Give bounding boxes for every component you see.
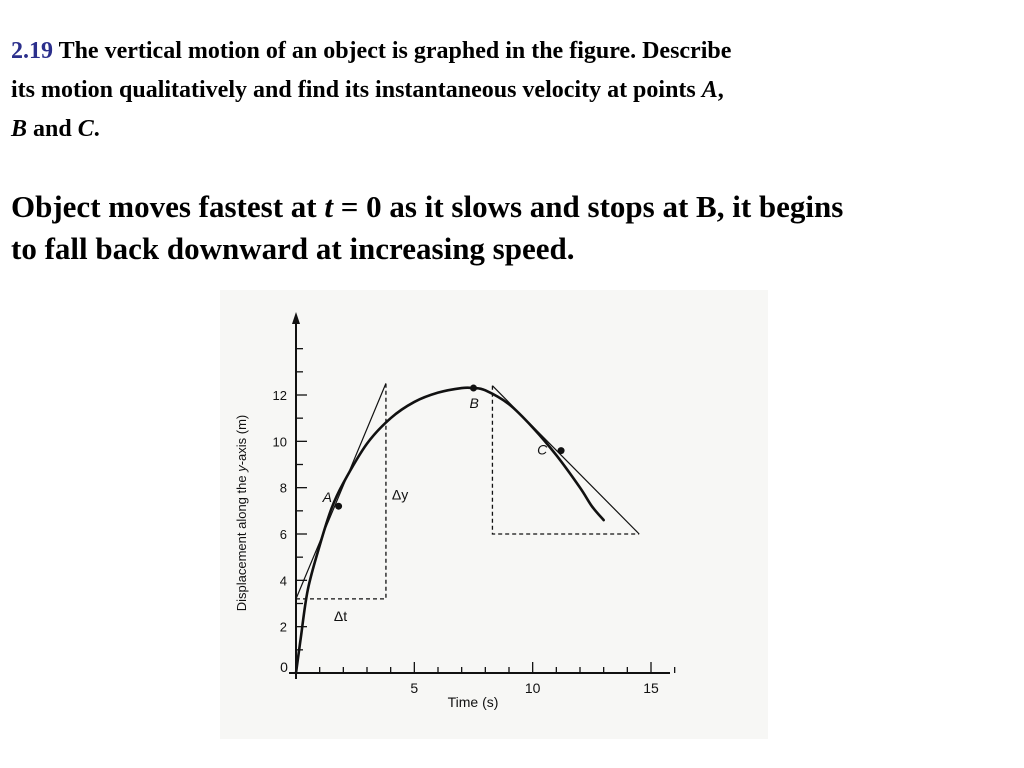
y-tick-label: 2 [279, 619, 287, 635]
problem-point-b: B [11, 116, 28, 142]
answer-line-1 [11, 186, 1016, 228]
x-axis-title: Time (s) [447, 694, 499, 710]
delta-t-label: Δt [333, 607, 348, 624]
x-tick-label: 10 [524, 680, 541, 696]
chart-labels [322, 385, 565, 624]
point-b-marker [470, 385, 477, 392]
x-tick-label: 0 [280, 659, 288, 675]
y-axis-arrow-icon [292, 312, 300, 324]
chart-curves [296, 383, 639, 673]
tangent-line-a [296, 383, 386, 598]
problem-point-c: C [77, 116, 94, 142]
answer-text [11, 186, 1016, 270]
y-tick-label: 12 [272, 388, 287, 403]
point-c-marker [558, 447, 565, 454]
y-axis-title-post: -axis (m) [234, 414, 249, 466]
problem-line-1 [11, 32, 1011, 71]
problem-statement [11, 32, 1011, 149]
delta-y-label: Δy [391, 486, 409, 503]
y-axis-title-pre: Displacement along the [234, 471, 249, 612]
problem-point-a: A [701, 77, 718, 103]
y-axis-title [234, 415, 249, 612]
problem-comma: , [717, 77, 724, 103]
y-axis-title-var: y [234, 465, 249, 472]
tangent-line-c [492, 386, 639, 534]
answer-t-var: t [324, 189, 333, 224]
y-tick-label: 10 [272, 434, 287, 450]
problem-line-3 [11, 110, 1011, 149]
point-a-marker [335, 503, 342, 510]
y-tick-label: 4 [279, 573, 287, 589]
chart-guides [296, 383, 639, 598]
answer-post: = 0 as it slows and stops at B, it begins [332, 189, 844, 224]
x-tick-label: 15 [643, 680, 659, 696]
y-tick-label: 6 [279, 527, 287, 542]
point-c-label: C [537, 441, 548, 458]
displacement-time-chart [220, 290, 768, 739]
answer-pre: Object moves fastest at [11, 189, 325, 224]
problem-period: . [93, 116, 100, 142]
problem-and: and [27, 116, 78, 142]
chart-axes [289, 312, 670, 679]
problem-line-2 [11, 71, 1011, 110]
figure-panel [220, 290, 768, 739]
point-a-label: A [322, 489, 332, 506]
point-b-label: B [469, 395, 479, 412]
answer-line-2: to fall back downward at increasing speed. [11, 231, 575, 266]
displacement-curve [296, 388, 604, 673]
problem-number: 2.19 [11, 38, 53, 64]
x-tick-label: 5 [410, 680, 419, 696]
y-tick-label: 8 [279, 480, 287, 496]
problem-text-1: The vertical motion of an object is graphed in the figure. Describe [53, 38, 732, 64]
problem-text-2: its motion qualitatively and find its instantaneous velocity at points [11, 77, 702, 103]
